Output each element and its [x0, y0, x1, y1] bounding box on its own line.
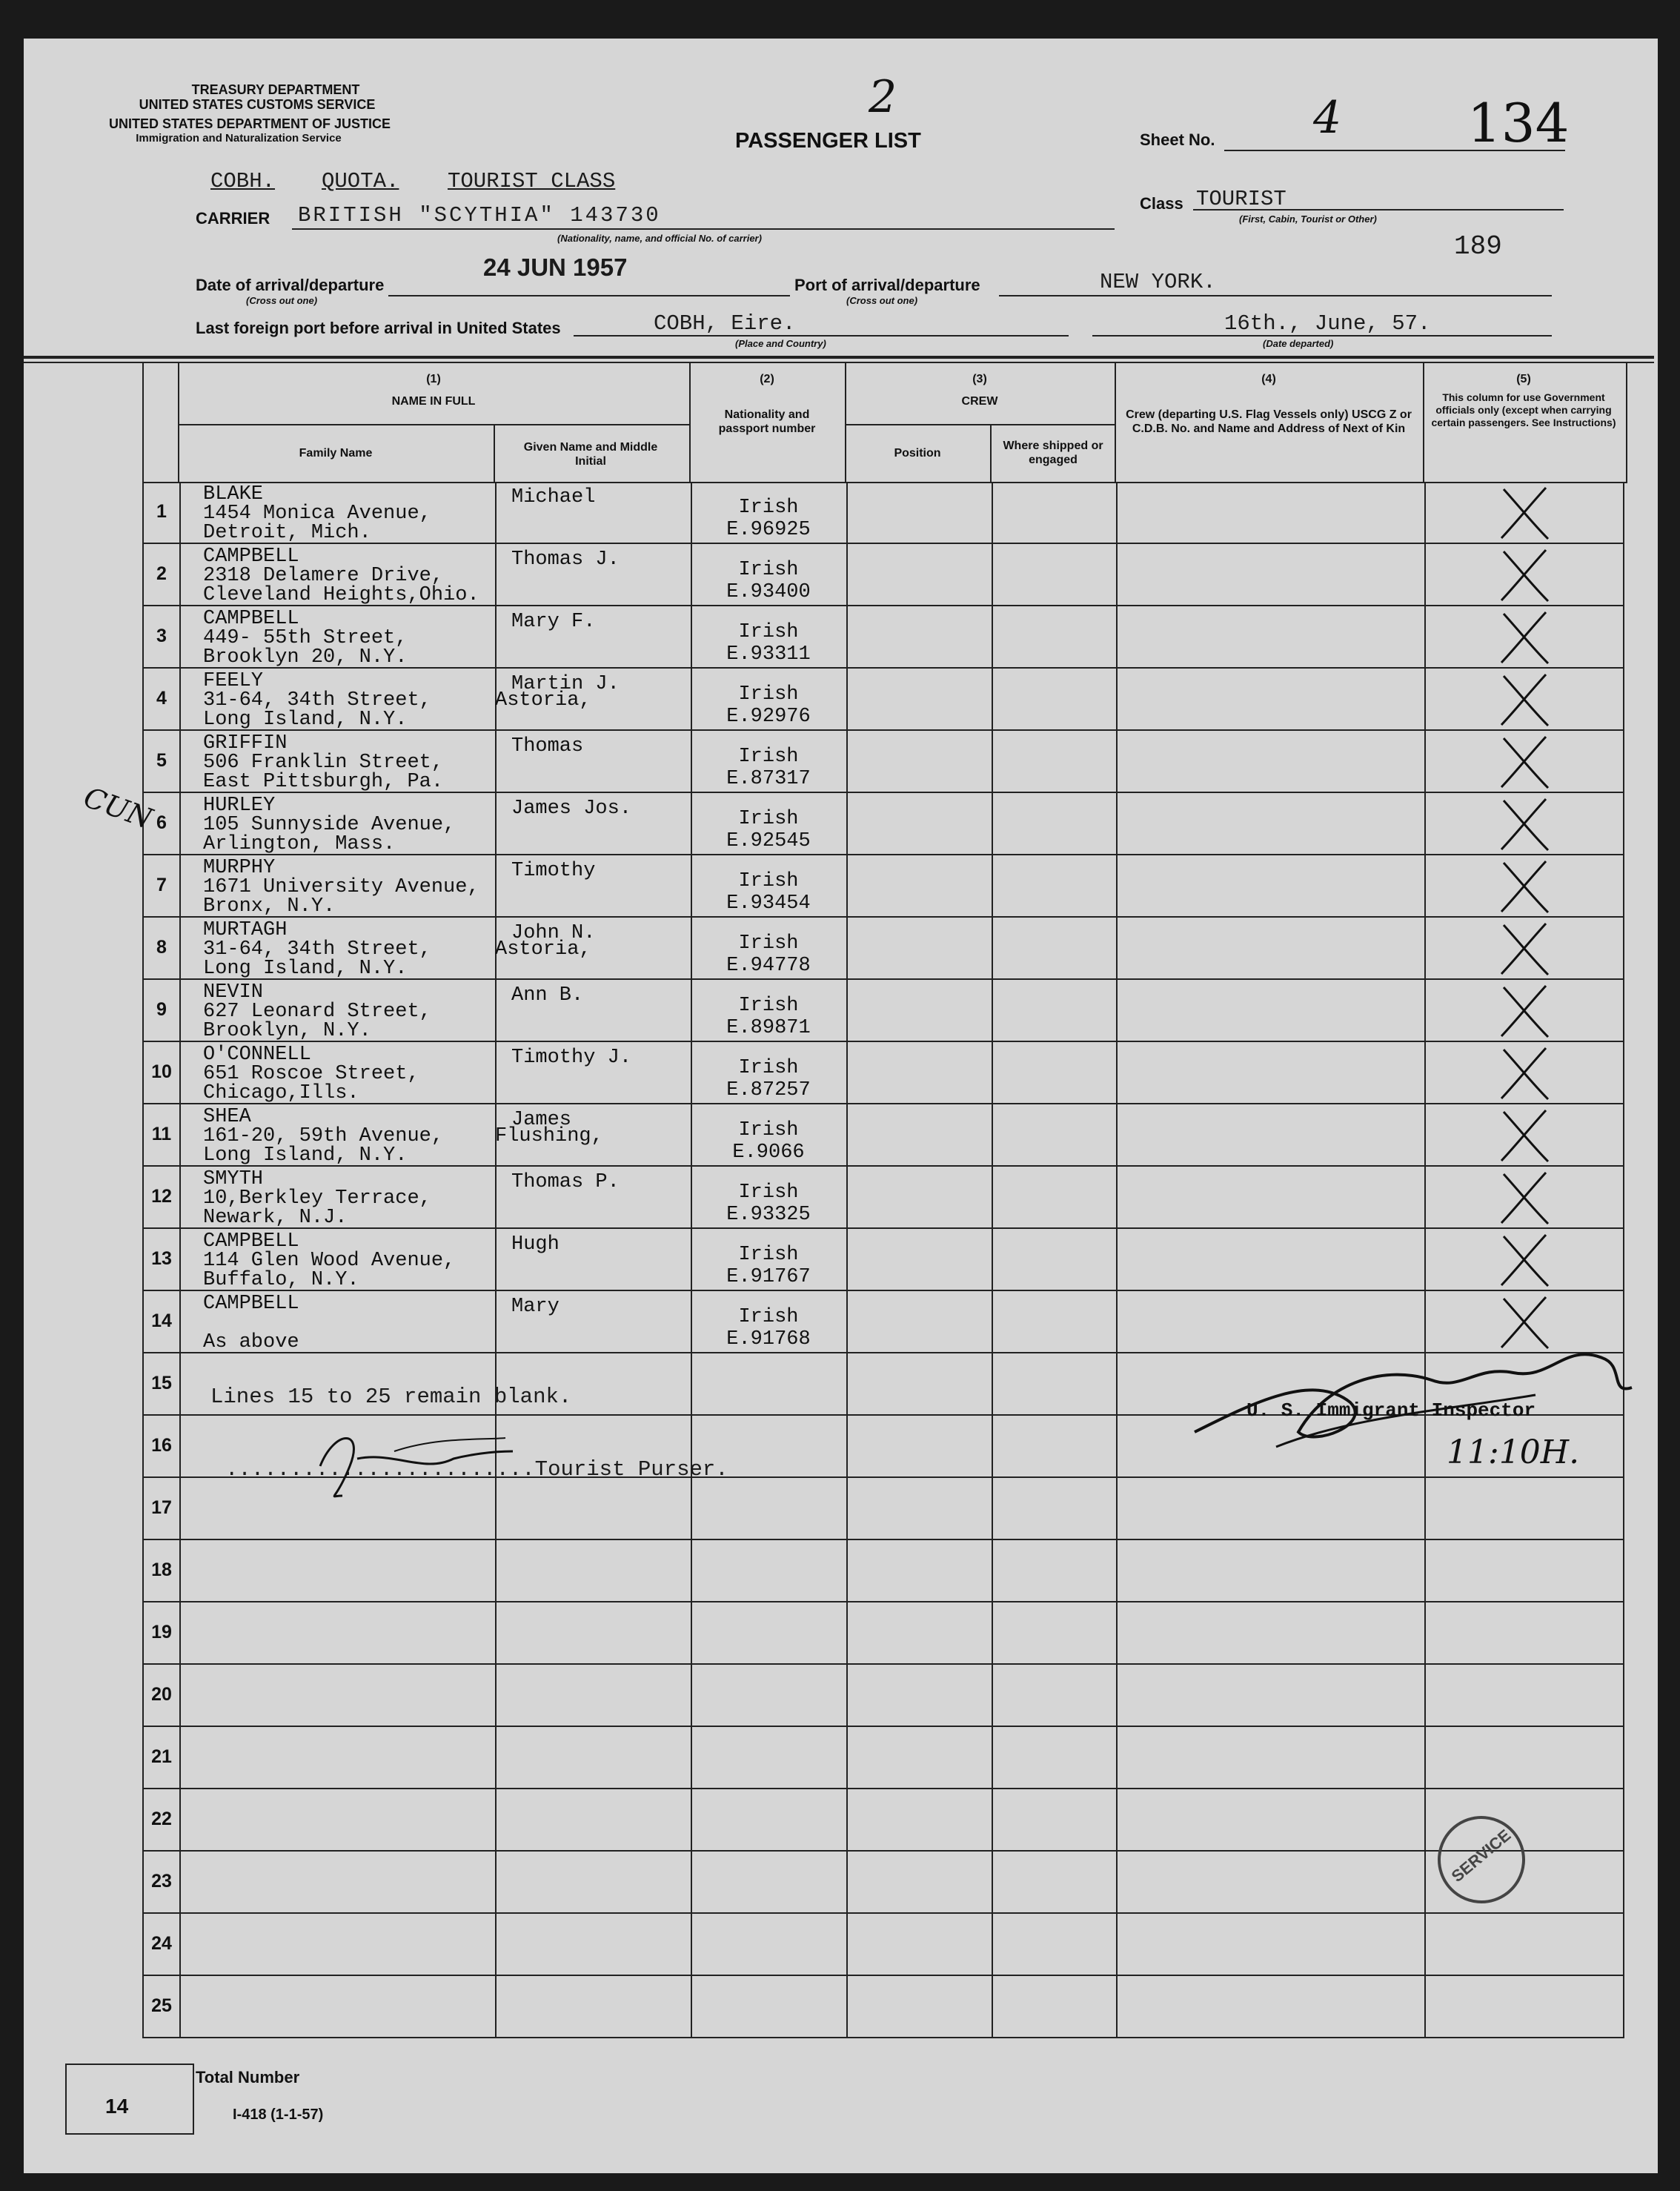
row-number: 14	[151, 1310, 172, 1331]
row-number: 2	[156, 563, 167, 584]
address-line-1: 449- 55th Street,	[203, 627, 408, 649]
address-line-1: 506 Franklin Street,	[203, 752, 444, 774]
table-row	[142, 1042, 1624, 1104]
passenger-list-sheet	[24, 39, 1658, 2173]
given-name: Ann B.	[511, 984, 584, 1007]
nationality: Irish	[738, 1057, 799, 1079]
row-number: 10	[151, 1061, 172, 1082]
agency-line-2: UNITED STATES CUSTOMS SERVICE	[139, 97, 376, 112]
col2-number: (2)	[760, 373, 774, 385]
passport-number: E.96925	[726, 519, 811, 541]
address-line-2: Long Island, N.Y.	[203, 1144, 408, 1167]
table-row	[142, 1852, 1624, 1914]
address-line-1: 105 Sunnyside Avenue,	[203, 814, 456, 836]
table-row	[142, 793, 1624, 855]
row-number: 17	[151, 1497, 172, 1518]
row-number: 18	[151, 1559, 172, 1580]
row-number: 8	[156, 937, 167, 958]
family-name: FEELY	[203, 670, 264, 692]
table-row	[142, 1104, 1624, 1167]
table-row	[142, 1540, 1624, 1602]
family-name: HURLEY	[203, 795, 276, 817]
row15-note: Lines 15 to 25 remain blank.	[210, 1385, 572, 1409]
official-x-mark	[1493, 1230, 1559, 1290]
last-port-note: (Place and Country)	[735, 338, 826, 349]
address-line-1: 31-64, 34th Street,	[203, 938, 431, 961]
departed-date-note: (Date departed)	[1263, 338, 1334, 349]
address-line-2: Newark, N.J.	[203, 1207, 348, 1229]
given-name: James	[511, 1109, 572, 1131]
address-line-2: Detroit, Mich.	[203, 522, 371, 544]
col3-title: CREW	[961, 395, 998, 408]
carrier-label: CARRIER	[196, 209, 270, 228]
table-row	[142, 482, 1624, 544]
family-name: O'CONNELL	[203, 1044, 311, 1066]
family-name: CAMPBELL	[203, 608, 299, 630]
address-line-2: Bronx, N.Y.	[203, 895, 336, 918]
address-line-2: As above	[203, 1331, 299, 1353]
inspector-initials: 11:10H.	[1447, 1433, 1580, 1471]
nationality: Irish	[738, 683, 799, 706]
passport-number: E.93311	[726, 643, 811, 666]
arrival-date-stamp: 24 JUN 1957	[483, 253, 628, 281]
col4-number: (4)	[1261, 373, 1276, 385]
nationality: Irish	[738, 1244, 799, 1266]
table-row	[142, 1229, 1624, 1291]
given-name-2: Astoria,	[495, 689, 591, 712]
family-name: GRIFFIN	[203, 732, 288, 755]
nationality: Irish	[738, 808, 799, 830]
row-number: 12	[151, 1186, 172, 1207]
given-name: James Jos.	[511, 798, 632, 820]
page-title: PASSENGER LIST	[735, 129, 921, 153]
given-name: John N.	[511, 922, 596, 944]
col-given-name: Given Name and Middle Initial	[523, 441, 658, 468]
passport-number: E.9066	[732, 1141, 805, 1164]
official-x-mark	[1493, 1106, 1559, 1165]
nationality: Irish	[738, 932, 799, 955]
col-family-name: Family Name	[299, 447, 373, 460]
family-name: CAMPBELL	[203, 1293, 299, 1315]
tag-class: TOURIST CLASS	[448, 169, 616, 193]
given-name-2: Flushing,	[495, 1125, 603, 1147]
family-name: MURPHY	[203, 857, 276, 879]
handwritten-top-number: 2	[869, 71, 897, 123]
given-name-2: Astoria,	[495, 938, 591, 961]
address-line-1: 627 Leonard Street,	[203, 1001, 431, 1023]
nationality: Irish	[738, 559, 799, 581]
row-number: 19	[151, 1622, 172, 1643]
passport-number: E.92545	[726, 830, 811, 852]
row-number: 15	[151, 1373, 172, 1393]
address-line-1: 114 Glen Wood Avenue,	[203, 1250, 456, 1272]
row-number: 22	[151, 1809, 172, 1829]
address-line-1: 161-20, 59th Avenue,	[203, 1125, 444, 1147]
table-row	[142, 606, 1624, 669]
given-name: Thomas	[511, 735, 584, 758]
nationality: Irish	[738, 870, 799, 892]
passport-number: E.93454	[726, 892, 811, 915]
table-row	[142, 1976, 1624, 2038]
col4-title: Crew (departing U.S. Flag Vessels only) USCG Z or C.D.B. No. and Name and Address of Next of Kin	[1126, 408, 1412, 435]
sheet-no-label: Sheet No.	[1140, 130, 1215, 149]
given-name: Timothy	[511, 860, 596, 882]
passport-number: E.87317	[726, 768, 811, 790]
table-row	[142, 1167, 1624, 1229]
col-position: Position	[894, 447, 941, 460]
row-number: 13	[151, 1248, 172, 1269]
official-x-mark	[1493, 1168, 1559, 1227]
family-name: SMYTH	[203, 1168, 264, 1190]
address-line-2: Brooklyn, N.Y.	[203, 1020, 371, 1042]
col3-number: (3)	[972, 373, 987, 385]
arrival-port-note: (Cross out one)	[846, 295, 918, 306]
row-number: 20	[151, 1684, 172, 1705]
nationality: Irish	[738, 1306, 799, 1328]
official-x-mark	[1493, 608, 1559, 667]
arrival-date-label: Date of arrival/departure	[196, 276, 385, 294]
address-line-2: Buffalo, N.Y.	[203, 1269, 359, 1291]
address-line-2: Long Island, N.Y.	[203, 958, 408, 980]
family-name: SHEA	[203, 1106, 251, 1128]
passport-number: E.93325	[726, 1204, 811, 1226]
row-number: 25	[151, 1995, 172, 2016]
row-number: 21	[151, 1746, 172, 1767]
passport-number: E.93400	[726, 581, 811, 603]
passport-number: E.91768	[726, 1328, 811, 1350]
agency-line-4: Immigration and Naturalization Service	[136, 132, 342, 145]
table-row	[142, 731, 1624, 793]
official-x-mark	[1493, 981, 1559, 1041]
given-name: Mary F.	[511, 611, 596, 633]
official-x-mark	[1493, 546, 1559, 605]
service-stamp-text: SERVICE	[1447, 1826, 1515, 1886]
departed-date-value: 16th., June, 57.	[1224, 311, 1431, 336]
address-line-2: Chicago,Ills.	[203, 1082, 359, 1104]
official-x-mark	[1493, 795, 1559, 854]
family-name: BLAKE	[203, 483, 264, 506]
col1-title: NAME IN FULL	[391, 395, 476, 408]
purser-line: ........................Tourist Purser.	[225, 1457, 728, 1482]
official-x-mark	[1493, 670, 1559, 729]
table-row	[142, 918, 1624, 980]
nationality: Irish	[738, 995, 799, 1017]
class-note: (First, Cabin, Tourist or Other)	[1239, 213, 1377, 225]
table-row	[142, 1789, 1624, 1852]
class-number: 189	[1454, 231, 1502, 262]
passport-number: E.89871	[726, 1017, 811, 1039]
address-line-2: Brooklyn 20, N.Y.	[203, 646, 408, 669]
official-x-mark	[1493, 732, 1559, 792]
given-name: Martin J.	[511, 673, 620, 695]
row-number: 16	[151, 1435, 172, 1456]
nationality: Irish	[738, 1181, 799, 1204]
given-name: Hugh	[511, 1233, 560, 1256]
inspector-label: U. S. Immigrant Inspector	[1246, 1399, 1536, 1422]
last-port-label: Last foreign port before arrival in United States	[196, 319, 561, 337]
tag-quota: QUOTA.	[322, 169, 399, 193]
row-number: 11	[151, 1124, 172, 1144]
address-line-2: East Pittsburgh, Pa.	[203, 771, 444, 793]
official-x-mark	[1493, 919, 1559, 978]
passport-number: E.87257	[726, 1079, 811, 1101]
row-number: 23	[151, 1871, 172, 1892]
class-value: TOURIST	[1196, 187, 1286, 211]
sheet-stamp-number: 134	[1467, 92, 1570, 154]
address-line-1: 10,Berkley Terrace,	[203, 1187, 431, 1210]
address-line-2: Arlington, Mass.	[203, 833, 396, 855]
total-number-box	[65, 2064, 194, 2135]
row-number: 5	[156, 750, 167, 771]
sheet-no-value: 4	[1313, 92, 1342, 144]
given-name: Timothy J.	[511, 1047, 632, 1069]
row-number: 6	[156, 812, 167, 833]
col5-number: (5)	[1516, 373, 1531, 385]
table-row	[142, 669, 1624, 731]
family-name: NEVIN	[203, 981, 264, 1004]
table-row	[142, 855, 1624, 918]
given-name: Michael	[511, 486, 596, 508]
purser-signature	[305, 1422, 520, 1503]
address-line-1: 2318 Delamere Drive,	[203, 565, 444, 587]
table-row	[142, 980, 1624, 1042]
family-name: MURTAGH	[203, 919, 288, 941]
table-row	[142, 1727, 1624, 1789]
given-name: Thomas P.	[511, 1171, 620, 1193]
col2-title: Nationality and passport number	[718, 408, 816, 435]
col-where-shipped: Where shipped or engaged	[1003, 440, 1103, 466]
row-number: 3	[156, 626, 167, 646]
row-number: 24	[151, 1933, 172, 1954]
address-line-2: Long Island, N.Y.	[203, 709, 408, 731]
family-name: CAMPBELL	[203, 546, 299, 568]
row-number: 9	[156, 999, 167, 1020]
row-number: 4	[156, 688, 167, 709]
total-number-label: Total Number	[196, 2068, 300, 2086]
row-number: 7	[156, 875, 167, 895]
nationality: Irish	[738, 621, 799, 643]
inspector-signature	[1165, 1321, 1654, 1469]
address-line-2: Cleveland Heights,Ohio.	[203, 584, 479, 606]
nationality: Irish	[738, 1119, 799, 1141]
class-label: Class	[1140, 194, 1183, 213]
nationality: Irish	[738, 746, 799, 768]
tag-port: COBH.	[210, 169, 276, 193]
carrier-note: (Nationality, name, and official No. of carrier)	[557, 233, 762, 244]
last-port-value: COBH, Eire.	[654, 311, 796, 336]
passport-number: E.94778	[726, 955, 811, 977]
agency-line-3: UNITED STATES DEPARTMENT OF JUSTICE	[108, 116, 391, 131]
nationality: Irish	[738, 497, 799, 519]
given-name: Thomas J.	[511, 548, 620, 571]
arrival-date-note: (Cross out one)	[246, 295, 318, 306]
table-row	[142, 1602, 1624, 1665]
form-number: I-418 (1-1-57)	[233, 2107, 324, 2123]
col1-number: (1)	[426, 373, 441, 385]
row-number: 1	[156, 501, 167, 522]
table-row	[142, 1665, 1624, 1727]
carrier-value: BRITISH "SCYTHIA" 143730	[298, 203, 661, 228]
official-x-mark	[1493, 483, 1559, 543]
passport-number: E.92976	[726, 706, 811, 728]
passport-number: E.91767	[726, 1266, 811, 1288]
col5-title: This column for use Government officials only (except when carrying certain passengers. See Instructions)	[1431, 391, 1616, 428]
agency-line-1: TREASURY DEPARTMENT	[191, 82, 360, 97]
address-line-1: 1671 University Avenue,	[203, 876, 479, 898]
address-line-1: 31-64, 34th Street,	[203, 689, 431, 712]
official-x-mark	[1493, 857, 1559, 916]
address-line-1: 651 Roscoe Street,	[203, 1063, 419, 1085]
table-row	[142, 1914, 1624, 1976]
family-name: CAMPBELL	[203, 1230, 299, 1253]
arrival-port-label: Port of arrival/departure	[794, 276, 980, 294]
column-header-block	[142, 362, 1624, 482]
given-name: Mary	[511, 1296, 560, 1318]
margin-note: CUN	[79, 780, 157, 835]
arrival-port-value: NEW YORK.	[1100, 270, 1216, 294]
address-line-1: 1454 Monica Avenue,	[203, 503, 431, 525]
total-number-value: 14	[105, 2095, 129, 2118]
official-x-mark	[1493, 1044, 1559, 1103]
table-row	[142, 544, 1624, 606]
